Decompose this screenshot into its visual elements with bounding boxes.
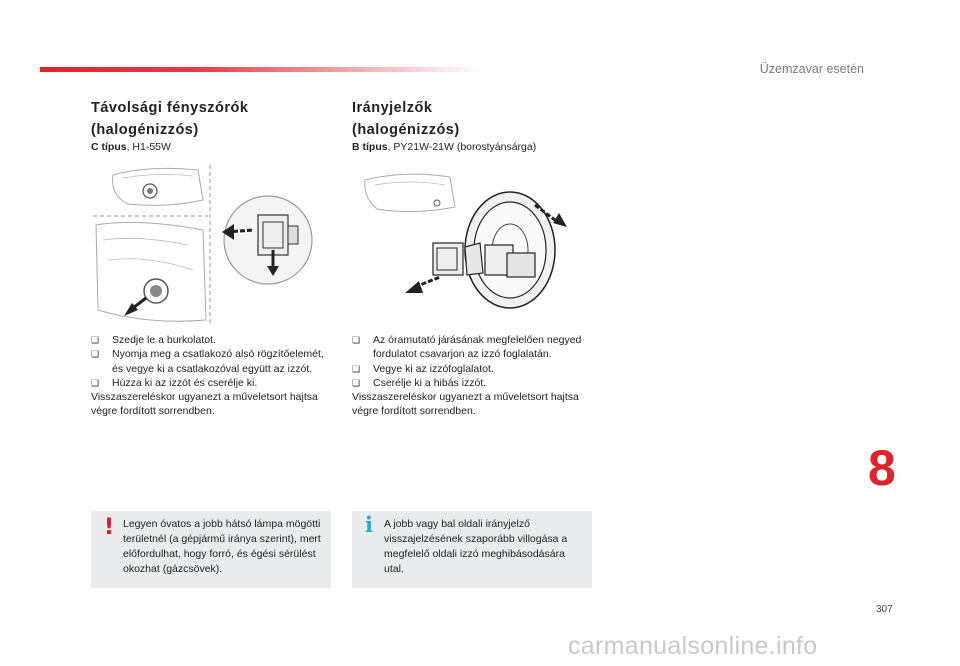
right-type [352,141,536,153]
info-box [352,511,592,588]
checkbox-bullet-icon: ❏ [91,377,100,388]
left-title [91,97,248,141]
right-title-line1: Irányjelzők [352,100,433,116]
list-item: ❏ Cserélje ki a hibás izzót. [352,376,487,389]
left-type-label: C típus [91,141,127,153]
info-text: A jobb vagy bal oldali irányjelző visszajelzésének szaporább villogása a megfelelő oldali izzó meghibásodására utal. [384,518,568,575]
reassembly-note: Visszaszereléskor ugyanezt a műveletsort hajtsa végre fordított sorrendben. [91,391,318,418]
list-item: ❏ Nyomja meg a csatlakozó alsó rögzítőelemét, és vegye ki a csatlakozóval együtt az izzót. [91,348,324,375]
left-type [91,141,171,153]
chapter-number: 8 [868,440,896,496]
header-accent-bar [40,67,480,72]
list-item: ❏ Szedje le a burkolatot. [91,334,216,346]
left-type-value: , H1-55W [126,141,171,153]
list-item: ❏ Vegye ki az izzófoglalatot. [352,362,494,375]
left-steps [91,333,336,419]
checkbox-bullet-icon: ❏ [91,349,100,360]
headlamp-bulb-figure [88,160,333,330]
list-item: ❏ Húzza ki az izzót és cserélje ki. [91,376,258,389]
watermark: carmanualsonline.info [568,632,818,660]
info-icon: i [365,512,373,537]
right-steps [352,333,592,419]
checkbox-bullet-icon: ❏ [91,335,100,345]
exclamation-icon: ! [104,515,115,540]
section-title: Üzemzavar esetén [759,62,864,76]
warning-box [91,511,331,588]
indicator-bulb-figure [355,165,585,315]
checkbox-bullet-icon: ❏ [352,335,361,345]
left-title-line2: (halogénizzós) [91,122,199,138]
right-type-label: B típus [352,141,388,153]
page-number: 307 [876,604,893,615]
checkbox-bullet-icon: ❏ [352,363,361,374]
warning-text: Legyen óvatos a jobb hátsó lámpa mögötti területnél (a gépjármű iránya szerint), mert előfordulhat, hogy forró, és égési sérülést okozhat (gázcsövek). [123,518,321,575]
right-title [352,97,460,141]
list-item: ❏ Az óramutató járásának megfelelően negyed fordulatot csavarjon az izzó foglalatán. [352,334,582,361]
left-title-line1: Távolsági fényszórók [91,100,249,116]
right-type-value: , PY21W-21W (borostyánsárga) [387,141,537,153]
right-title-line2: (halogénizzós) [352,122,460,138]
reassembly-note: Visszaszereléskor ugyanezt a műveletsort hajtsa végre fordított sorrendben. [352,391,579,418]
checkbox-bullet-icon: ❏ [352,377,361,388]
